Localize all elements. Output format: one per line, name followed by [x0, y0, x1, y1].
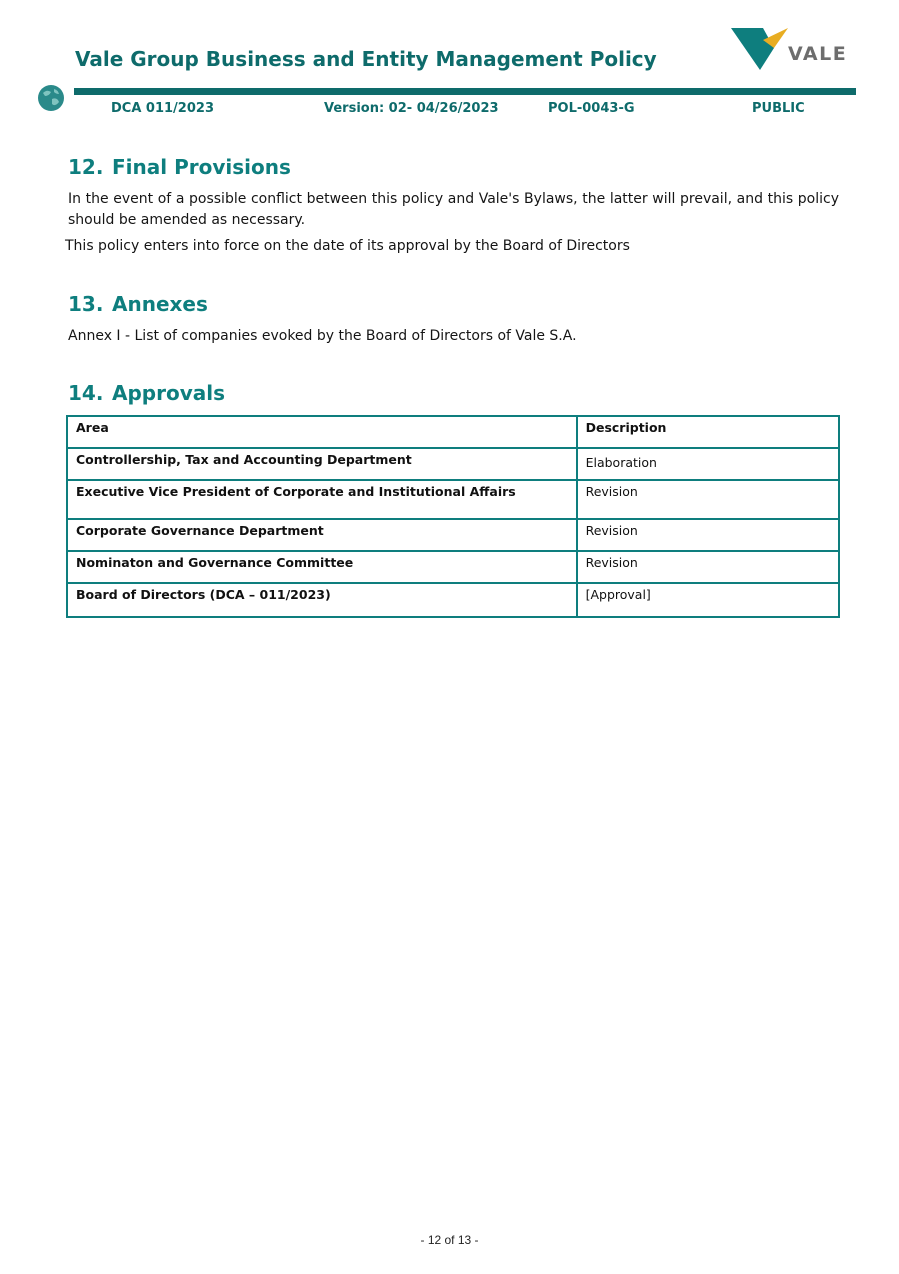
approvals-table [66, 415, 840, 618]
final-provisions-paragraph-1: In the event of a possible conflict between this policy and Vale's Bylaws, the latter will prevail, and this policy should be amended as necessary. [68, 191, 839, 228]
table-cell-description: Revision [577, 519, 839, 551]
final-provisions-paragraph-2: This policy enters into force on the date of its approval by the Board of Directors [65, 238, 630, 254]
section-heading-final-provisions [68, 155, 291, 179]
document-title: Vale Group Business and Entity Management Policy [75, 47, 657, 71]
table-row [67, 480, 839, 519]
section-heading-approvals [68, 381, 225, 405]
section-number: 13. [68, 292, 104, 316]
section-title: Final Provisions [112, 155, 291, 179]
section-number: 12. [68, 155, 104, 179]
annexes-paragraph: Annex I - List of companies evoked by the Board of Directors of Vale S.A. [68, 328, 577, 344]
table-row [67, 551, 839, 583]
table-cell-area: Executive Vice President of Corporate and Institutional Affairs [67, 480, 577, 519]
section-number: 14. [68, 381, 104, 405]
table-cell-area: Controllership, Tax and Accounting Department [67, 448, 577, 480]
table-cell-area: Corporate Governance Department [67, 519, 577, 551]
table-row [67, 448, 839, 480]
meta-code: POL-0043-G [548, 101, 635, 116]
table-row [67, 519, 839, 551]
table-cell-description: Revision [577, 480, 839, 519]
table-cell-description: Elaboration [577, 448, 839, 480]
meta-classification: PUBLIC [752, 101, 805, 116]
meta-version: Version: 02- 04/26/2023 [324, 101, 499, 116]
meta-dca: DCA 011/2023 [111, 101, 214, 116]
page-number: - 12 of 13 - [420, 1233, 479, 1247]
table-cell-description: [Approval] [577, 583, 839, 617]
table-header-description: Description [577, 416, 839, 448]
header-rule [74, 88, 856, 95]
section-heading-annexes [68, 292, 208, 316]
table-header-row [67, 416, 839, 448]
globe-icon [37, 84, 65, 112]
table-cell-description: Revision [577, 551, 839, 583]
vale-logo-text: VALE [788, 43, 848, 65]
section-title: Approvals [112, 381, 226, 405]
table-row [67, 583, 839, 617]
table-cell-area: Board of Directors (DCA – 011/2023) [67, 583, 577, 617]
section-title: Annexes [112, 292, 208, 316]
table-cell-area: Nominaton and Governance Committee [67, 551, 577, 583]
table-header-area: Area [67, 416, 577, 448]
